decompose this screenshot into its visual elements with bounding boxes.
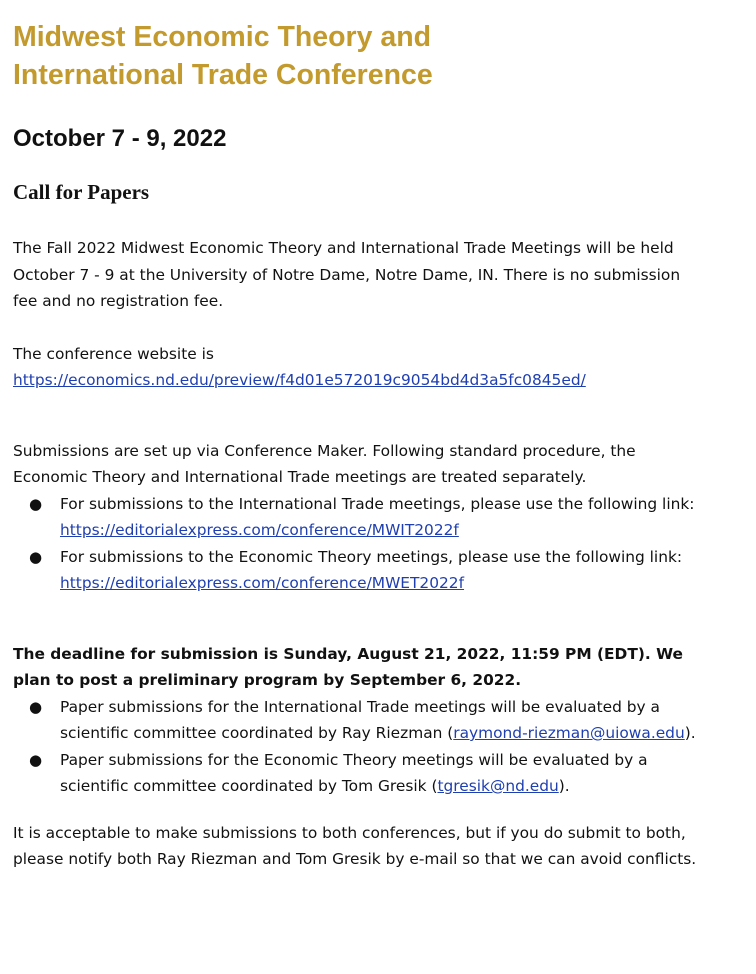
intro-line-2: October 7 - 9 at the University of Notre Dame, Notre Dame, IN. There is no submission xyxy=(13,265,681,284)
conference-dates: October 7 - 9, 2022 xyxy=(13,125,227,152)
riezman-email-link[interactable]: raymond-riezman@uiowa.edu xyxy=(453,724,685,742)
intro-line-3: fee and no registration fee. xyxy=(13,292,224,310)
intro-paragraph xyxy=(13,235,755,315)
committees-list xyxy=(13,694,755,800)
closing-line-2: please notify both Ray Riezman and Tom Gresik by e-mail so that we can avoid conflicts. xyxy=(13,850,697,868)
mwit-submission-link[interactable]: https://editorialexpress.com/conference/MWIT2022f xyxy=(60,521,459,539)
list-item-text: For submissions to the International Trade meetings, please use the following link: xyxy=(60,494,695,513)
website-label: The conference website is xyxy=(13,344,214,363)
submissions-line-1: Submissions are set up via Conference Maker. Following standard procedure, the xyxy=(13,441,636,460)
list-item-text: scientific committee coordinated by Tom Gresik ( xyxy=(60,777,438,795)
mwet-submission-link[interactable]: https://editorialexpress.com/conference/MWET2022f xyxy=(60,574,465,592)
list-item xyxy=(13,491,755,544)
bullet-icon: ● xyxy=(29,750,43,769)
list-item xyxy=(13,747,755,800)
list-item-text: Paper submissions for the Economic Theory meetings will be evaluated by a xyxy=(60,750,648,769)
bullet-icon: ● xyxy=(29,494,43,513)
conference-title xyxy=(13,18,755,94)
website-link[interactable]: https://economics.nd.edu/preview/f4d01e572019c9054bd4d3a5fc0845ed/ xyxy=(13,371,586,389)
deadline-paragraph xyxy=(13,641,755,694)
bullet-icon: ● xyxy=(29,697,43,716)
website-paragraph xyxy=(13,341,755,394)
list-item-text: ). xyxy=(684,724,696,742)
document-page xyxy=(13,18,755,873)
submissions-paragraph xyxy=(13,438,755,491)
title-line-1: Midwest Economic Theory and xyxy=(13,21,432,53)
deadline-line-1: The deadline for submission is Sunday, August 21, 2022, 11:59 PM (EDT). We xyxy=(13,644,683,663)
list-item-text: scientific committee coordinated by Ray Riezman ( xyxy=(60,724,454,742)
deadline-line-2: plan to post a preliminary program by September 6, 2022. xyxy=(13,671,522,689)
submissions-line-2: Economic Theory and International Trade meetings are treated separately. xyxy=(13,468,587,486)
closing-line-1: It is acceptable to make submissions to both conferences, but if you do submit to both, xyxy=(13,823,686,842)
list-item-text: Paper submissions for the International Trade meetings will be evaluated by a xyxy=(60,697,660,716)
submission-links-list xyxy=(13,491,755,597)
closing-paragraph xyxy=(13,820,755,873)
title-line-2: International Trade Conference xyxy=(13,59,433,91)
list-item xyxy=(13,694,755,747)
bullet-icon: ● xyxy=(29,547,43,566)
call-for-papers-heading: Call for Papers xyxy=(13,180,150,204)
list-item-text: ). xyxy=(558,777,570,795)
list-item xyxy=(13,544,755,597)
list-item-text: For submissions to the Economic Theory meetings, please use the following link: xyxy=(60,547,683,566)
gresik-email-link[interactable]: tgresik@nd.edu xyxy=(437,777,559,795)
intro-line-1: The Fall 2022 Midwest Economic Theory and International Trade Meetings will be held xyxy=(13,239,674,257)
